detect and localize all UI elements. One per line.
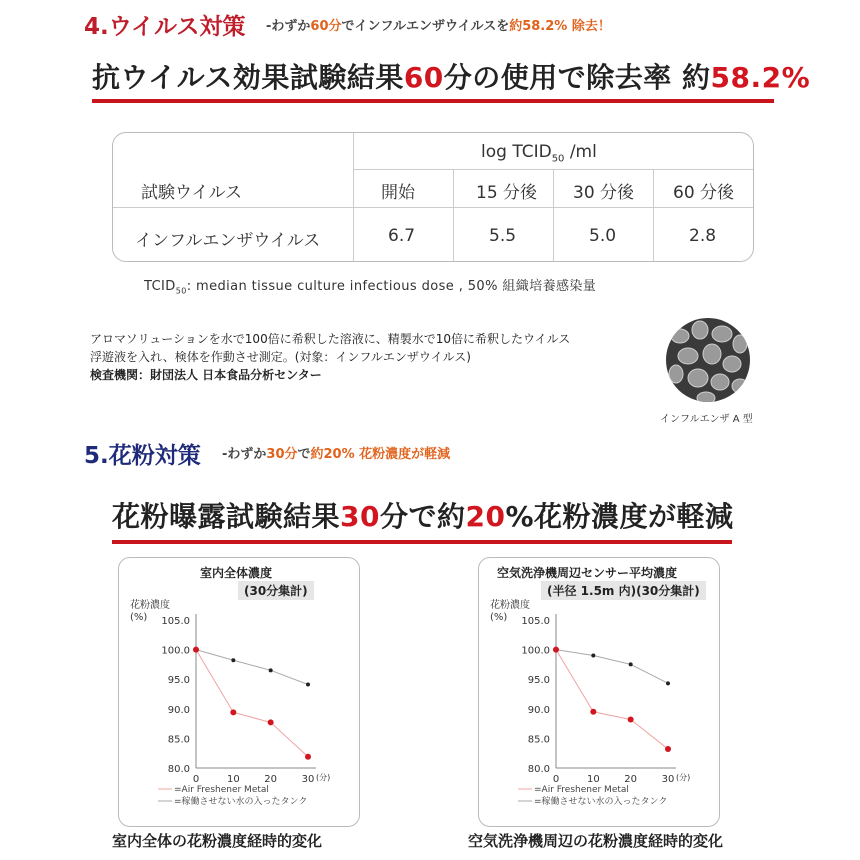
y-tick-label: 85.0 (527, 734, 550, 746)
series-point-black (666, 681, 670, 685)
x-tick-label: 20 (624, 774, 638, 785)
y-axis-unit: (%) (490, 612, 508, 623)
table-divider (653, 169, 654, 261)
method-line: アロマソリューションを水で100倍に希釈した溶液に、精製水で10倍に希釈したウイルス (90, 332, 571, 346)
y-axis-label: 花粉濃度 (130, 600, 170, 611)
y-tick-label: 105.0 (521, 616, 550, 627)
influenza-virus-image (666, 318, 750, 402)
section4-subtitle-highlight: 60分 (310, 19, 342, 34)
chart1-plot (118, 598, 358, 824)
series-point-black (231, 658, 235, 662)
table-col-header: 15 分後 (476, 183, 538, 203)
chart1-title: 室内全体濃度 (200, 566, 273, 580)
legend-label: =Air Freshener Metal (534, 785, 629, 795)
legend-label: =稼働させない水の入ったタンク (174, 797, 308, 807)
section5-subtitle-highlight: 30分 (266, 447, 298, 462)
tcid-text: : median tissue culture infectious dose , 50% 組織培養感染量 (186, 279, 597, 294)
series-point-red (590, 709, 596, 715)
section5-subtitle-highlight2: 約20% 花粉濃度が軽減 (310, 447, 451, 462)
headline-text: 抗ウイルス効果試験結果 (92, 61, 404, 94)
section4-subtitle-post: でインフルエンザウイルスを (341, 19, 510, 34)
section5-title: 5.花粉対策 (84, 443, 201, 469)
headline-text: 分で約 (379, 500, 466, 533)
table-row-header: 試験ウイルス (141, 183, 242, 203)
series-point-red (305, 754, 311, 760)
section4-underline (92, 99, 774, 103)
table-unit-header (481, 142, 597, 164)
y-tick-label: 105.0 (161, 616, 190, 627)
series-point-black (591, 654, 595, 658)
x-tick-label: 0 (192, 774, 200, 785)
chart2-plot (478, 598, 718, 824)
x-tick-label: 10 (586, 774, 600, 785)
y-tick-label: 90.0 (527, 704, 550, 716)
x-tick-label: 10 (226, 774, 240, 785)
section5-headline (112, 495, 734, 535)
virus-caption: インフルエンザ A 型 (660, 414, 753, 425)
tcid-label: TCID (144, 279, 176, 294)
table-cell: 5.5 (489, 226, 517, 246)
tcid-subscript: 50 (175, 286, 187, 296)
y-tick-label: 95.0 (527, 675, 550, 687)
headline-percent: % (781, 61, 811, 94)
y-axis-label: 花粉濃度 (490, 600, 530, 611)
x-tick-label: 20 (264, 774, 278, 785)
series-point-red (553, 647, 559, 653)
virus-test-table (112, 132, 754, 262)
series-point-black (269, 668, 273, 672)
x-tick-label: 30 (301, 774, 315, 785)
x-axis-unit: (分) (676, 773, 691, 782)
section4-subtitle-highlight2: 約58.2% 除去！ (509, 19, 611, 34)
table-cell: 6.7 (388, 226, 416, 246)
legend-label: =稼働させない水の入ったタンク (534, 797, 668, 807)
headline-highlight: 58.2 (710, 61, 782, 94)
tcid-definition (144, 275, 596, 296)
series-point-red (665, 746, 671, 752)
series-point-black (629, 662, 633, 666)
table-divider (453, 169, 454, 261)
section4-subtitle-pre: -わずか (266, 19, 311, 34)
table-row-label: インフルエンザウイルス (135, 231, 321, 251)
chart1-subtitle: (30分集計) (238, 581, 314, 600)
section4-title: 4.ウイルス対策 (84, 14, 246, 40)
series-point-red (268, 719, 274, 725)
series-line (196, 650, 308, 685)
headline-highlight: 20 (465, 500, 506, 533)
table-col-header: 30 分後 (573, 183, 635, 203)
x-tick-label: 30 (661, 774, 675, 785)
chart2-title: 空気洗浄機周辺センサー平均濃度 (497, 566, 678, 580)
x-tick-label: 0 (552, 774, 560, 785)
series-line (556, 650, 668, 749)
y-tick-label: 100.0 (521, 645, 550, 657)
series-point-red (230, 709, 236, 715)
test-method-note (90, 330, 570, 384)
unit-suffix: /ml (564, 142, 597, 162)
table-cell: 2.8 (689, 226, 717, 246)
x-axis-unit: (分) (316, 773, 331, 782)
table-divider (353, 133, 354, 261)
method-line: 浮遊液を入れ、検体を作動させ測定。(対象：インフルエンザウイルス) (90, 350, 471, 364)
table-divider (553, 169, 554, 261)
table-divider (113, 207, 753, 208)
y-tick-label: 90.0 (167, 704, 190, 716)
section4-subtitle (266, 15, 611, 34)
unit-subscript: 50 (551, 153, 565, 165)
headline-text: %花粉濃度が軽減 (505, 500, 734, 533)
chart2-subtitle: (半径 1.5m 内)(30分集計) (541, 581, 706, 600)
y-tick-label: 100.0 (161, 645, 190, 657)
y-tick-label: 95.0 (167, 675, 190, 687)
section5-subtitle-pre: -わずか (222, 447, 267, 462)
headline-text: 分の使用で除去率 約 (443, 61, 711, 94)
series-point-black (306, 683, 310, 687)
table-col-header: 開始 (381, 183, 415, 203)
section5-underline (112, 540, 732, 544)
legend-label: =Air Freshener Metal (174, 785, 269, 795)
headline-highlight: 30 (340, 500, 380, 533)
testing-institution: 検査機関：財団法人 日本食品分析センター (90, 368, 322, 382)
section5-subtitle-mid: で (297, 447, 311, 462)
y-tick-label: 85.0 (167, 734, 190, 746)
y-tick-label: 80.0 (167, 764, 190, 775)
headline-text: 花粉曝露試験結果 (112, 500, 341, 533)
section5-subtitle (222, 443, 450, 462)
y-axis-unit: (%) (130, 612, 148, 623)
section4-headline (92, 56, 810, 96)
y-tick-label: 80.0 (527, 764, 550, 775)
series-point-red (193, 647, 199, 653)
series-point-red (628, 716, 634, 722)
headline-highlight: 60 (403, 61, 444, 94)
table-col-header: 60 分後 (673, 183, 735, 203)
table-cell: 5.0 (589, 226, 617, 246)
chart1-caption: 室内全体の花粉濃度経時的変化 (112, 832, 323, 850)
chart2-caption: 空気洗浄機周辺の花粉濃度経時的変化 (468, 832, 724, 850)
unit-label: log TCID (481, 142, 552, 162)
table-divider (353, 169, 753, 170)
